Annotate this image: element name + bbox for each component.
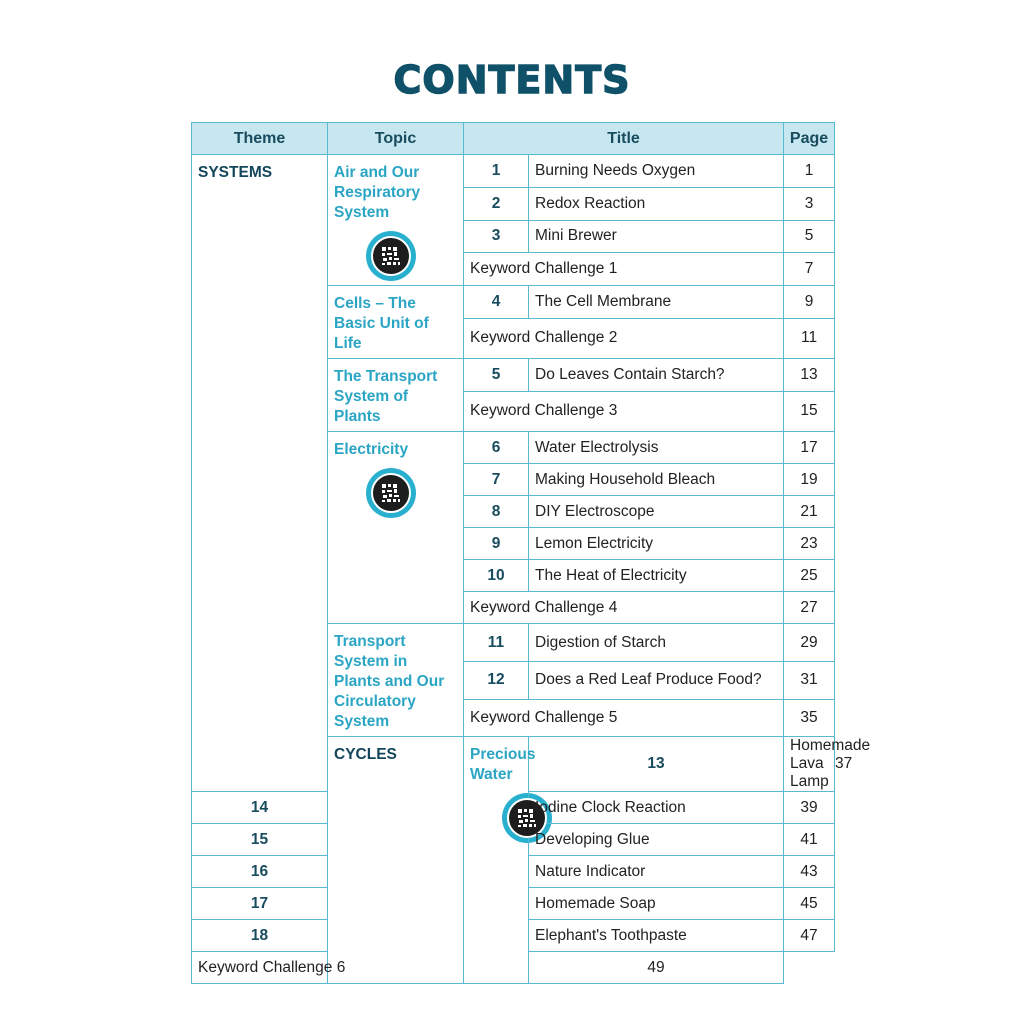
entry-title[interactable]: Water Electrolysis: [529, 432, 784, 464]
entry-number: 13: [529, 737, 784, 792]
entry-page: 39: [784, 792, 835, 824]
entry-page: 15: [784, 391, 835, 431]
entry-page: 23: [784, 528, 835, 560]
topic-cells: Cells – The Basic Unit of Life: [328, 286, 464, 359]
entry-page: 3: [784, 187, 835, 220]
qr-badge-icon[interactable]: [366, 468, 416, 518]
keyword-challenge[interactable]: Keyword Challenge 5: [464, 699, 784, 736]
keyword-challenge[interactable]: Keyword Challenge 2: [464, 318, 784, 358]
entry-number: 18: [192, 920, 328, 952]
entry-number: 6: [464, 432, 529, 464]
entry-title[interactable]: Do Leaves Contain Starch?: [529, 359, 784, 392]
entry-page: 11: [784, 318, 835, 358]
header-page: Page: [784, 123, 835, 155]
entry-page: 49: [529, 952, 784, 984]
entry-title[interactable]: Lemon Electricity: [529, 528, 784, 560]
entry-number: 10: [464, 560, 529, 592]
entry-page: 17: [784, 432, 835, 464]
entry-page: 19: [784, 464, 835, 496]
entry-title[interactable]: Mini Brewer: [529, 220, 784, 253]
entry-page: 25: [784, 560, 835, 592]
keyword-challenge[interactable]: Keyword Challenge 6: [192, 952, 464, 984]
entry-title[interactable]: Digestion of Starch: [529, 624, 784, 662]
entry-page: 45: [784, 888, 835, 920]
entry-number: 2: [464, 187, 529, 220]
table-row: [192, 155, 835, 188]
entry-title[interactable]: Redox Reaction: [529, 187, 784, 220]
topic-label: Air and Our Respiratory System: [334, 164, 421, 221]
entry-page: 21: [784, 496, 835, 528]
topic-water: [464, 737, 536, 984]
entry-page: 31: [784, 662, 835, 699]
entry-title[interactable]: Developing Glue: [529, 824, 784, 856]
entry-number: 15: [192, 824, 328, 856]
theme-cycles: CYCLES: [328, 737, 464, 984]
header-title: Title: [464, 123, 784, 155]
topic-label: Precious Water: [470, 746, 536, 783]
entry-page: 9: [784, 286, 835, 319]
keyword-challenge[interactable]: Keyword Challenge 4: [464, 592, 784, 624]
entry-title[interactable]: Burning Needs Oxygen: [529, 155, 784, 188]
entry-number: 1: [464, 155, 529, 188]
entry-number: 4: [464, 286, 529, 319]
header-topic: Topic: [328, 123, 464, 155]
topic-transport-plants: The Transport System of Plants: [328, 359, 464, 432]
theme-systems: SYSTEMS: [192, 155, 328, 792]
entry-title[interactable]: Nature Indicator: [529, 856, 784, 888]
entry-title[interactable]: The Heat of Electricity: [529, 560, 784, 592]
entry-number: 7: [464, 464, 529, 496]
entry-number: 11: [464, 624, 529, 662]
header-row: [192, 123, 835, 155]
topic-electricity: [328, 432, 464, 624]
entry-number: 8: [464, 496, 529, 528]
keyword-challenge[interactable]: Keyword Challenge 1: [464, 253, 784, 286]
entry-page: 7: [784, 253, 835, 286]
entry-title[interactable]: Iodine Clock Reaction: [529, 792, 784, 824]
entry-page: 5: [784, 220, 835, 253]
topic-transport-circulatory: Transport System in Plants and Our Circulatory System: [328, 624, 464, 737]
entry-number: 3: [464, 220, 529, 253]
entry-title[interactable]: Homemade Soap: [529, 888, 784, 920]
keyword-challenge[interactable]: Keyword Challenge 3: [464, 391, 784, 431]
entry-title[interactable]: Making Household Bleach: [529, 464, 784, 496]
entry-page: 43: [784, 856, 835, 888]
entry-title[interactable]: Elephant's Toothpaste: [529, 920, 784, 952]
entry-page: 29: [784, 624, 835, 662]
entry-title[interactable]: Homemade Lava Lamp: [784, 737, 835, 792]
table-row: CYCLES Precious Water 13 Homemade Lava Lamp 37: [192, 737, 835, 792]
entry-number: 14: [192, 792, 328, 824]
entry-number: 12: [464, 662, 529, 699]
page-title: CONTENTS: [393, 58, 631, 102]
entry-number: 16: [192, 856, 328, 888]
header-theme: Theme: [192, 123, 328, 155]
entry-page: 47: [784, 920, 835, 952]
contents-table: [191, 122, 871, 984]
entry-page: 1: [784, 155, 835, 188]
entry-number: 9: [464, 528, 529, 560]
topic-label: Electricity: [334, 441, 409, 458]
entry-number: 17: [192, 888, 328, 920]
qr-badge-icon[interactable]: [366, 231, 416, 281]
entry-page: 27: [784, 592, 835, 624]
entry-page: 35: [784, 699, 835, 736]
entry-page: 13: [784, 359, 835, 392]
entry-title[interactable]: DIY Electroscope: [529, 496, 784, 528]
entry-number: 5: [464, 359, 529, 392]
entry-title[interactable]: Does a Red Leaf Produce Food?: [529, 662, 784, 699]
topic-air: [328, 155, 464, 286]
entry-title[interactable]: The Cell Membrane: [529, 286, 784, 319]
entry-page: 41: [784, 824, 835, 856]
